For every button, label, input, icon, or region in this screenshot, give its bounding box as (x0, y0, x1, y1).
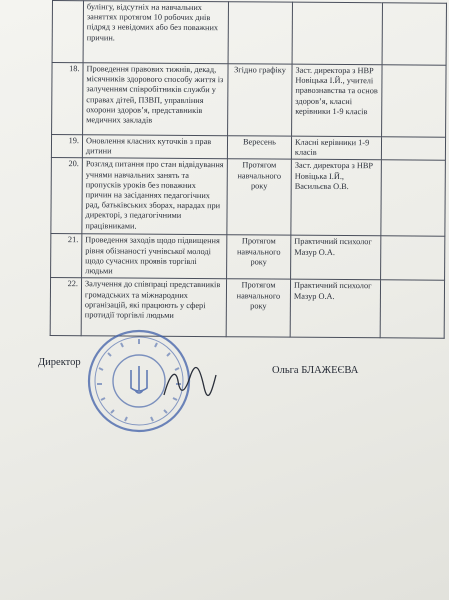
event-cell: Проведення правових тижнів, декад, місячників здорового способу життя із залученням співробітників служби у справах дітей, ПЗВП, управління охорони здоров’я, представників медичних закладів (83, 63, 228, 136)
responsible-cell: Заст. директора з НВР Новіцька І.Й., Васильєва О.В. (291, 160, 382, 237)
trident-icon (131, 366, 147, 393)
measures-table (50, 0, 447, 339)
table-row (52, 1, 446, 66)
responsible-cell: Класні керівники 1-9 класів (291, 136, 381, 160)
note-cell (380, 280, 444, 338)
responsible-cell: Заст. директора з НВР Новіцька І.Й., учителі правознавства та основ здоров’я, класні керівники 1-9 класів (292, 64, 383, 137)
row-number: 22. (50, 278, 81, 336)
term-cell: Протягом навчального року (227, 159, 292, 235)
table-row (51, 158, 446, 237)
row-number: 21. (51, 234, 82, 278)
event-cell: Проведення заходів щодо підвищення рівня обізнаності учнівської молоді щодо сучасних проявів торгівлі людьми (82, 234, 227, 279)
term-cell: Протягом навчального року (226, 279, 290, 337)
table-row (51, 135, 445, 161)
term-cell: Вересень (227, 136, 291, 160)
responsible-cell (292, 2, 382, 65)
note-cell (382, 3, 446, 65)
note-cell (381, 236, 445, 280)
signature-name: Ольга БЛАЖЕЄВА (272, 365, 359, 376)
term-cell (228, 2, 292, 64)
signature-role: Директор (38, 357, 81, 368)
term-cell: Протягом навчального року (227, 235, 291, 279)
responsible-cell: Практичний психолог Мазур О.А. (291, 236, 381, 281)
event-cell: Залучення до співпраці представників громадських та міжнародних організацій, які працюють у сфері протидії торгівлі людьми (81, 278, 226, 337)
row-number: 19. (51, 135, 82, 159)
note-cell (382, 65, 447, 137)
row-number: 20. (51, 158, 83, 234)
row-number: 18. (52, 63, 84, 135)
event-cell: булінгу, відсутніх на навчальних заняттях протягом 10 робочих днів підряд з невідомих або без поважних причин. (83, 1, 228, 64)
event-cell: Розгляд питання про стан відвідування учнями навчальних занять та пропусків уроків без поважних причин на засіданнях педагогічних рад, батьківських зборах, нарадах при директорі, з педагогічними працівниками. (82, 158, 228, 235)
note-cell (381, 137, 445, 161)
term-cell: Згідно графіку (228, 64, 293, 136)
responsible-cell: Практичний психолог Мазур О.А. (290, 280, 380, 339)
table-row (52, 63, 446, 138)
note-cell (381, 160, 446, 236)
handwritten-signature (160, 365, 220, 399)
row-number (52, 1, 83, 63)
table-row (51, 234, 445, 281)
event-cell: Оновлення класних куточків з прав дитини (82, 135, 227, 159)
